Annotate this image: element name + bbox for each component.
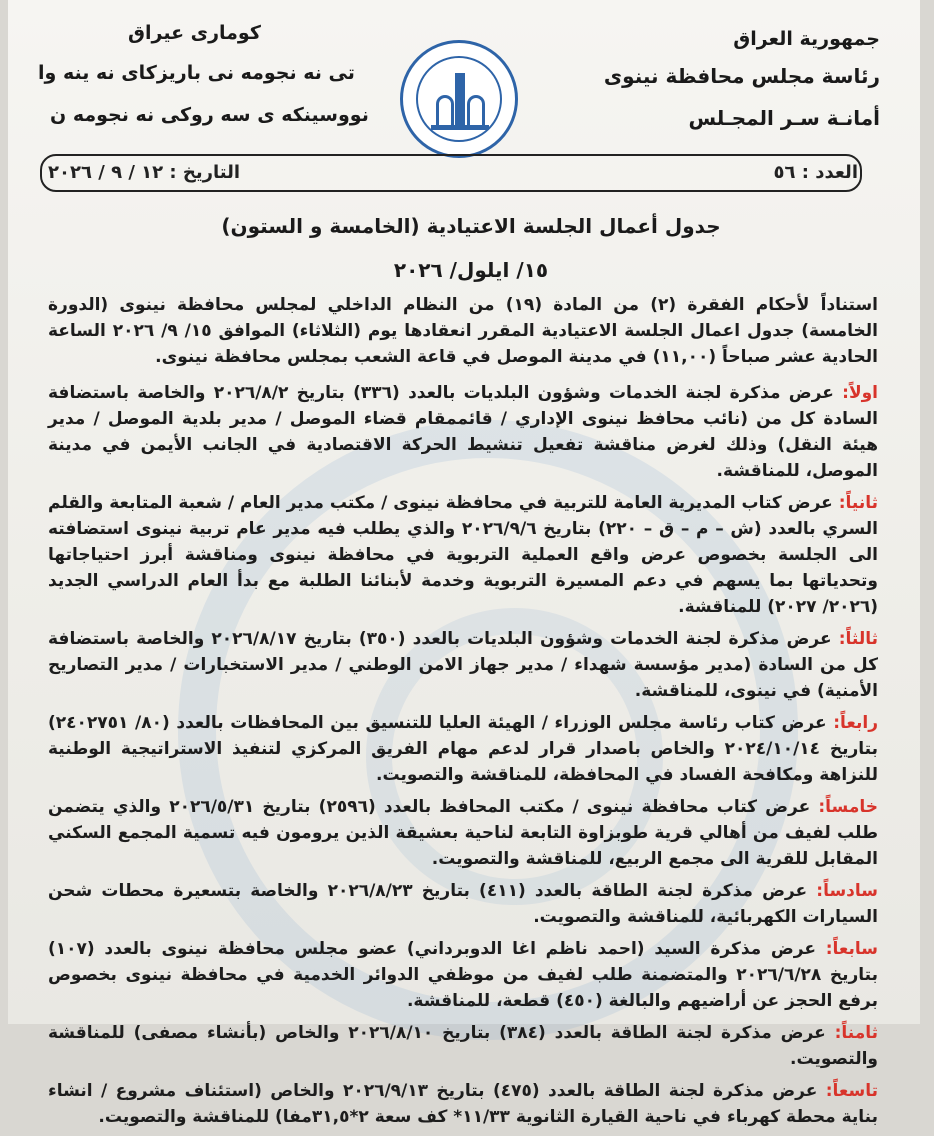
item-ordinal: سابعاً: (825, 939, 878, 959)
agenda-item (48, 1078, 878, 1130)
item-text: عرض مذكرة لجنة الطاقة بالعدد (٤١١) بتاريخ ٢٠٢٦/٨/٢٣ والخاصة بتسعيرة محطات شحن السيارات الكهربائية، للمناقشة والتصويت. (48, 881, 878, 927)
item-ordinal: رابعاً: (833, 713, 878, 733)
agenda-item (48, 380, 878, 484)
agenda-item (48, 936, 878, 1014)
item-ordinal: اولاً: (842, 383, 879, 403)
agenda-item (48, 490, 878, 620)
item-text: عرض كتاب محافظة نينوى / مكتب المحافظ بالعدد (٢٥٩٦) بتاريخ ٢٠٢٦/٥/٣١ والذي يتضمن طلب لفيف من أهالي قرية طوبزاوة التابعة لناحية بعشيقة الذين يرومون فيه تسمية المجمع السكني المقابل للقرية الى مجمع الربيع، للمناقشة والتصويت. (48, 797, 878, 869)
agenda-title: جدول أعمال الجلسة الاعتيادية (الخامسة و الستون) (221, 214, 721, 238)
item-text: عرض كتاب رئاسة مجلس الوزراء / الهيئة العليا للتنسيق بين المحافظات بالعدد (٨٠/ ٢٤٠٢٧٥١) بتاريخ ٢٠٢٤/١٠/١٤ والخاص باصدار قرار لدعم مهام الفريق المركزي لتنفيذ الاستراتيجية الوطنية للنزاهة ومكافحة الفساد في المحافظة، للمناقشة والتصويت. (48, 713, 878, 785)
item-text: عرض مذكرة لجنة الخدمات وشؤون البلديات بالعدد (٣٥٠) بتاريخ ٢٠٢٦/٨/١٧ والخاصة باستضافة كل من السادة (مدير مؤسسة شهداء / مدير جهاز الامن الوطني / مدير الاستخبارات / مدير التصاريح الأمنية) في نينوى، للمناقشة. (48, 629, 878, 701)
item-ordinal: ثامناً: (834, 1023, 879, 1043)
item-ordinal: خامساً: (818, 797, 879, 817)
header-left-line-2: تى نه نجومه نى باريزكاى نه ينه وا (38, 62, 355, 84)
item-text: عرض مذكرة لجنة الخدمات وشؤون البلديات بالعدد (٣٣٦) بتاريخ ٢٠٢٦/٨/٢ والخاصة باستضافة السادة كل من (نائب محافظ نينوى الإداري / قائممقام قضاء الموصل / مدير بلدية الموصل / مدير هيئة النقل) وذلك لغرض مناقشة تفعيل تنشيط الحركة الاقتصادية في الجانب الأيمن في مدينة الموصل، للمناقشة. (48, 383, 878, 481)
item-ordinal: تاسعاً: (825, 1081, 879, 1101)
item-text: عرض مذكرة لجنة الطاقة بالعدد (٣٨٤) بتاريخ ٢٠٢٦/٨/١٠ والخاص (بأنشاء مصفى) للمناقشة والتصويت. (48, 1023, 878, 1069)
header-left-line-3: نووسينكه ى سه روكى نه نجومه ن (50, 104, 369, 126)
intro-paragraph: استناداً لأحكام الفقرة (٢) من المادة (١٩) من النظام الداخلي لمجلس محافظة نينوى (الدورة الخامسة) جدول اعمال الجلسة الاعتيادية المقرر انعقادها يوم (الثلاثاء) الموافق ١٥/ ٩/ ٢٠٢٦ الساعة الحادية عشر صباحاً (١١,٠٠) في مدينة الموصل في قاعة الشعب بمجلس محافظة نينوى. (48, 295, 878, 367)
item-text: عرض كتاب المديرية العامة للتربية في محافظة نينوى / مكتب مدير العام / شعبة المتابعة والقلم السري بالعدد (ش – م – ق – ٢٢٠) بتاريخ ٢٠٢٦/٩/٦ والذي يطلب فيه مدير عام تربية نينوى استضافته الى الجلسة بخصوص عرض واقع العملية التربوية في محافظة نينوى ومناقشة أبرز احتياجاتها وتحدياتها بما يسهم في دعم المسيرة التربوية وخدمة لأبنائنا الطلبة مع بدأ العام الدراسي الجديد (٢٠٢٦/ ٢٠٢٧) للمناقشة. (48, 493, 878, 617)
header-right-line-3: أمانـة سـر المجـلس (688, 106, 880, 130)
agenda-item (48, 878, 878, 930)
header-left-line-1: كوماری عيراق (128, 22, 261, 44)
item-text: عرض مذكرة لجنة الطاقة بالعدد (٤٧٥) بتاريخ ٢٠٢٦/٩/١٣ والخاص (استئناف مشروع / انشاء بناية محطة كهرباء في ناحية القيارة الثانوية ١١/٣٣* كف سعة ٢*٣١,٥مفا) للمناقشة والتصويت. (48, 1081, 878, 1127)
agenda-date: ١٥/ ايلول/ ٢٠٢٦ (393, 258, 549, 282)
document-date: التاريخ : ١٢ / ٩ / ٢٠٢٦ (48, 162, 241, 183)
item-ordinal: سادساً: (816, 881, 879, 901)
item-ordinal: ثالثاً: (838, 629, 879, 649)
agenda-item (48, 710, 878, 788)
document-number: العدد : ٥٦ (773, 162, 858, 183)
document-page (8, 0, 920, 1127)
item-text: عرض مذكرة السيد (احمد ناظم اغا الدوبرداني) عضو مجلس محافظة نينوى بالعدد (١٠٧) بتاريخ ٢٠٢٦/٦/٢٨ والمتضمنة طلب لفيف من موظفي الدوائر الخدمية في محافظة نينوى بخصوص برفع الحجز عن أراضيهم والبالغة (٤٥٠) قطعة، للمناقشة. (48, 939, 879, 1011)
council-seal-icon (400, 40, 518, 158)
agenda-item (48, 626, 878, 704)
agenda-item (48, 794, 878, 872)
document-body (48, 292, 878, 1136)
header-right-line-1: جمهورية العراق (733, 28, 880, 50)
item-ordinal: ثانياً: (838, 493, 879, 513)
header-right-line-2: رئاسة مجلس محافظة نينوى (603, 64, 880, 88)
agenda-item (48, 1020, 878, 1072)
